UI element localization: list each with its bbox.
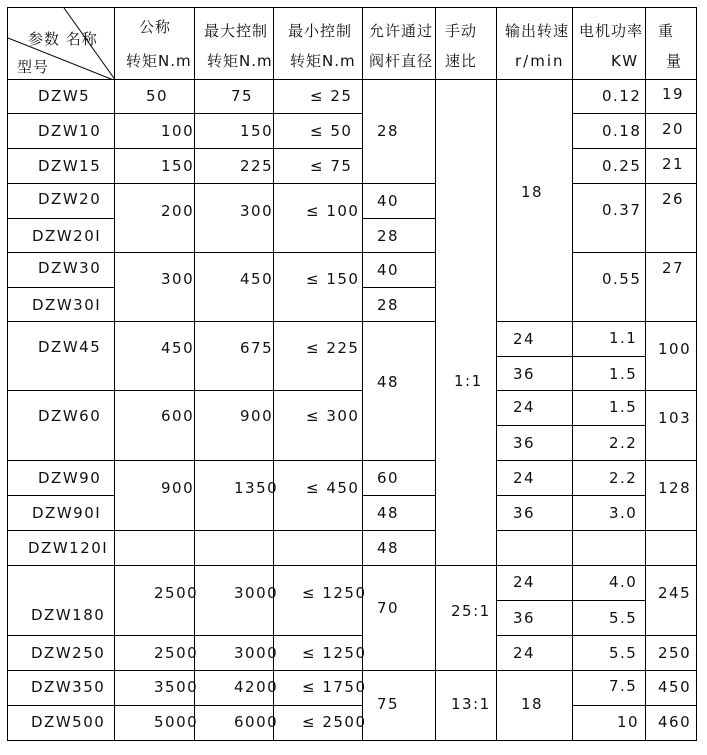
cell-value: 225 bbox=[240, 157, 274, 175]
cell-value: 最大控制 bbox=[204, 22, 269, 40]
model-cell bbox=[7, 495, 115, 531]
max-torque-cell bbox=[194, 670, 279, 706]
cell-value: DZW90I bbox=[32, 504, 102, 522]
cell-value: 1350 bbox=[234, 479, 279, 497]
min-torque-cell bbox=[273, 530, 363, 566]
output-speed-cell bbox=[496, 356, 573, 391]
weight-cell bbox=[645, 113, 697, 149]
cell-value: 20 bbox=[662, 120, 685, 138]
cell-value: 0.25 bbox=[602, 157, 642, 175]
motor-power-cell bbox=[572, 79, 646, 114]
min-torque-cell bbox=[273, 113, 363, 149]
cell-value: 900 bbox=[240, 407, 274, 425]
cell-value: ≤ 1750 bbox=[302, 678, 367, 696]
header-min-torque bbox=[273, 7, 363, 80]
cell-value: DZW30 bbox=[38, 259, 102, 277]
cell-value: DZW250 bbox=[31, 644, 106, 662]
cell-value: 7.5 bbox=[609, 677, 638, 695]
nominal-torque-cell bbox=[114, 79, 195, 114]
max-torque-cell bbox=[194, 113, 274, 149]
cell-value: 5.5 bbox=[609, 609, 638, 627]
model-cell bbox=[7, 252, 115, 288]
cell-value: 18 bbox=[521, 183, 544, 201]
min-torque-cell bbox=[273, 635, 367, 671]
cell-value: ≤ 100 bbox=[306, 202, 360, 220]
cell-value: DZW180 bbox=[31, 606, 106, 624]
actuator-spec-table bbox=[8, 8, 697, 741]
header-model-label: 型号 bbox=[17, 58, 50, 76]
max-torque-cell bbox=[194, 321, 274, 391]
output-speed-cell bbox=[496, 600, 573, 636]
header-nominal-torque bbox=[114, 7, 195, 80]
cell-value: 103 bbox=[658, 409, 692, 427]
motor-power-cell bbox=[572, 530, 646, 566]
min-torque-cell bbox=[273, 321, 363, 391]
cell-value: 100 bbox=[161, 122, 195, 140]
output-speed-cell bbox=[496, 321, 573, 357]
manual-ratio-cell bbox=[435, 79, 497, 566]
cell-value: 75 bbox=[231, 87, 254, 105]
min-torque-cell bbox=[273, 460, 363, 531]
cell-value: 公称 bbox=[139, 18, 172, 36]
cell-value: 128 bbox=[658, 479, 692, 497]
cell-value: 3000 bbox=[234, 584, 279, 602]
cell-value: 电机功率 bbox=[579, 22, 644, 40]
header-param-name-label: 参数 名称 bbox=[28, 30, 98, 48]
max-torque-cell bbox=[194, 252, 274, 322]
nominal-torque-cell bbox=[114, 148, 195, 184]
cell-value: 2500 bbox=[154, 584, 199, 602]
manual-ratio-cell bbox=[435, 670, 497, 741]
cell-value: 24 bbox=[513, 644, 536, 662]
cell-value: 转矩N.m bbox=[126, 52, 192, 70]
cell-value: 24 bbox=[513, 469, 536, 487]
motor-power-cell bbox=[572, 460, 646, 496]
header-corner-cell bbox=[7, 7, 115, 80]
cell-value: 3.0 bbox=[609, 504, 638, 522]
cell-value: 600 bbox=[161, 407, 195, 425]
cell-value: 1:1 bbox=[454, 372, 483, 390]
cell-value: 量 bbox=[666, 52, 683, 70]
cell-value: 450 bbox=[658, 678, 692, 696]
output-speed-cell bbox=[496, 530, 573, 566]
max-torque-cell bbox=[194, 460, 279, 531]
cell-value: 150 bbox=[161, 157, 195, 175]
cell-value: 100 bbox=[658, 340, 692, 358]
header-output-speed bbox=[496, 7, 573, 80]
stem-diameter-cell bbox=[362, 252, 436, 288]
weight-cell bbox=[645, 460, 697, 531]
cell-value: 300 bbox=[240, 202, 274, 220]
cell-value: DZW5 bbox=[38, 87, 91, 105]
cell-value: 重 bbox=[658, 22, 675, 40]
motor-power-cell bbox=[572, 565, 646, 601]
weight-cell bbox=[645, 148, 697, 184]
output-speed-cell bbox=[496, 79, 573, 322]
stem-diameter-cell bbox=[362, 218, 436, 253]
cell-value: 10 bbox=[617, 713, 640, 731]
output-speed-cell bbox=[496, 670, 573, 741]
nominal-torque-cell bbox=[114, 670, 199, 706]
cell-value: 2.2 bbox=[609, 469, 638, 487]
cell-value: 36 bbox=[513, 365, 536, 383]
cell-value: 允许通过 bbox=[369, 22, 434, 40]
cell-value: 转矩N.m bbox=[207, 52, 273, 70]
cell-value: 转矩N.m bbox=[290, 52, 356, 70]
cell-value: 40 bbox=[377, 192, 400, 210]
motor-power-cell bbox=[572, 321, 646, 357]
weight-cell bbox=[645, 321, 697, 391]
header-stem-diameter bbox=[362, 7, 436, 80]
model-cell bbox=[7, 390, 115, 461]
model-cell bbox=[7, 565, 115, 636]
cell-value: 21 bbox=[662, 155, 685, 173]
output-speed-cell bbox=[496, 390, 573, 426]
header-max-torque bbox=[194, 7, 274, 80]
motor-power-cell bbox=[572, 148, 646, 184]
output-speed-cell bbox=[496, 635, 573, 671]
model-cell bbox=[7, 670, 115, 706]
nominal-torque-cell bbox=[114, 460, 195, 531]
cell-value: 48 bbox=[377, 373, 400, 391]
motor-power-cell bbox=[572, 495, 646, 531]
min-torque-cell bbox=[273, 565, 367, 636]
cell-value: ≤ 2500 bbox=[302, 713, 367, 731]
stem-diameter-cell bbox=[362, 460, 436, 496]
cell-value: DZW20 bbox=[38, 190, 102, 208]
weight-cell bbox=[645, 705, 697, 741]
max-torque-cell bbox=[194, 79, 274, 114]
model-cell bbox=[7, 460, 115, 496]
output-speed-cell bbox=[496, 460, 573, 496]
weight-cell bbox=[645, 565, 697, 636]
cell-value: 460 bbox=[658, 713, 692, 731]
cell-value: 50 bbox=[146, 87, 169, 105]
motor-power-cell bbox=[572, 705, 646, 741]
cell-value: 24 bbox=[513, 573, 536, 591]
cell-value: 40 bbox=[377, 261, 400, 279]
motor-power-cell bbox=[572, 635, 646, 671]
header-weight bbox=[645, 7, 697, 80]
cell-value: DZW120I bbox=[28, 539, 109, 557]
cell-value: 阀杆直径 bbox=[369, 52, 434, 70]
cell-value: 450 bbox=[240, 270, 274, 288]
max-torque-cell bbox=[194, 148, 274, 184]
cell-value: 48 bbox=[377, 504, 400, 522]
cell-value: 0.37 bbox=[602, 201, 642, 219]
model-cell bbox=[7, 183, 115, 219]
cell-value: ≤ 75 bbox=[310, 157, 353, 175]
min-torque-cell bbox=[273, 390, 363, 461]
cell-value: 0.55 bbox=[602, 270, 642, 288]
max-torque-cell bbox=[194, 565, 279, 636]
cell-value: DZW90 bbox=[38, 469, 102, 487]
min-torque-cell bbox=[273, 148, 363, 184]
model-cell bbox=[7, 218, 115, 253]
cell-value: ≤ 150 bbox=[306, 270, 360, 288]
cell-value: 5000 bbox=[154, 713, 199, 731]
model-cell bbox=[7, 287, 115, 322]
cell-value: 0.18 bbox=[602, 122, 642, 140]
stem-diameter-cell bbox=[362, 287, 436, 322]
motor-power-cell bbox=[572, 670, 646, 706]
min-torque-cell bbox=[273, 183, 363, 253]
motor-power-cell bbox=[572, 390, 646, 426]
cell-value: DZW30I bbox=[32, 296, 102, 314]
cell-value: 675 bbox=[240, 339, 274, 357]
cell-value: r/min bbox=[515, 52, 565, 70]
cell-value: DZW20I bbox=[32, 227, 102, 245]
motor-power-cell bbox=[572, 356, 646, 391]
cell-value: 900 bbox=[161, 479, 195, 497]
stem-diameter-cell bbox=[362, 79, 436, 184]
nominal-torque-cell bbox=[114, 183, 195, 253]
cell-value: 手动 bbox=[445, 22, 478, 40]
cell-value: 输出转速 bbox=[505, 22, 570, 40]
max-torque-cell bbox=[194, 530, 274, 566]
weight-cell bbox=[645, 530, 697, 566]
cell-value: 300 bbox=[161, 270, 195, 288]
cell-value: 19 bbox=[662, 85, 685, 103]
cell-value: 6000 bbox=[234, 713, 279, 731]
cell-value: 5.5 bbox=[609, 644, 638, 662]
cell-value: 2.2 bbox=[609, 434, 638, 452]
weight-cell bbox=[645, 635, 697, 671]
model-cell bbox=[7, 148, 115, 184]
motor-power-cell bbox=[572, 183, 646, 253]
cell-value: DZW60 bbox=[38, 407, 102, 425]
cell-value: 250 bbox=[658, 644, 692, 662]
cell-value: 60 bbox=[377, 469, 400, 487]
max-torque-cell bbox=[194, 390, 274, 461]
cell-value: ≤ 50 bbox=[310, 122, 353, 140]
model-cell bbox=[7, 705, 115, 741]
stem-diameter-cell bbox=[362, 670, 436, 741]
cell-value: ≤ 1250 bbox=[302, 644, 367, 662]
stem-diameter-cell bbox=[362, 530, 436, 566]
cell-value: DZW15 bbox=[38, 157, 102, 175]
cell-value: 4200 bbox=[234, 678, 279, 696]
min-torque-cell bbox=[273, 252, 363, 322]
cell-value: 1.1 bbox=[609, 329, 638, 347]
nominal-torque-cell bbox=[114, 530, 195, 566]
cell-value: 200 bbox=[161, 202, 195, 220]
cell-value: 70 bbox=[377, 599, 400, 617]
motor-power-cell bbox=[572, 425, 646, 461]
cell-value: 1.5 bbox=[609, 365, 638, 383]
motor-power-cell bbox=[572, 113, 646, 149]
nominal-torque-cell bbox=[114, 113, 195, 149]
cell-value: 36 bbox=[513, 434, 536, 452]
max-torque-cell bbox=[194, 705, 279, 741]
model-cell bbox=[7, 321, 115, 391]
output-speed-cell bbox=[496, 565, 573, 601]
min-torque-cell bbox=[273, 705, 367, 741]
min-torque-cell bbox=[273, 670, 367, 706]
weight-cell bbox=[645, 79, 697, 114]
model-cell bbox=[7, 530, 115, 566]
stem-diameter-cell bbox=[362, 183, 436, 219]
nominal-torque-cell bbox=[114, 390, 195, 461]
cell-value: 25:1 bbox=[451, 602, 491, 620]
cell-value: 28 bbox=[377, 122, 400, 140]
weight-cell bbox=[645, 183, 697, 253]
cell-value: 150 bbox=[240, 122, 274, 140]
cell-value: 速比 bbox=[445, 52, 478, 70]
cell-value: ≤ 25 bbox=[310, 87, 353, 105]
cell-value: 36 bbox=[513, 609, 536, 627]
stem-diameter-cell bbox=[362, 565, 436, 671]
cell-value: ≤ 225 bbox=[306, 339, 360, 357]
cell-value: 36 bbox=[513, 504, 536, 522]
cell-value: KW bbox=[611, 52, 640, 70]
motor-power-cell bbox=[572, 600, 646, 636]
cell-value: ≤ 450 bbox=[306, 479, 360, 497]
cell-value: 3500 bbox=[154, 678, 199, 696]
nominal-torque-cell bbox=[114, 252, 195, 322]
cell-value: DZW10 bbox=[38, 122, 102, 140]
cell-value: DZW45 bbox=[38, 338, 102, 356]
header-manual-ratio bbox=[435, 7, 497, 80]
cell-value: 245 bbox=[658, 584, 692, 602]
cell-value: 27 bbox=[662, 259, 685, 277]
model-cell bbox=[7, 79, 115, 114]
header-motor-power bbox=[572, 7, 646, 80]
nominal-torque-cell bbox=[114, 321, 195, 391]
nominal-torque-cell bbox=[114, 565, 199, 636]
cell-value: 75 bbox=[377, 695, 400, 713]
manual-ratio-cell bbox=[435, 565, 497, 671]
cell-value: 1.5 bbox=[609, 398, 638, 416]
cell-value: ≤ 1250 bbox=[302, 584, 367, 602]
cell-value: 3000 bbox=[234, 644, 279, 662]
weight-cell bbox=[645, 390, 697, 461]
cell-value: 24 bbox=[513, 330, 536, 348]
cell-value: 2500 bbox=[154, 644, 199, 662]
motor-power-cell bbox=[572, 252, 646, 322]
cell-value: 24 bbox=[513, 398, 536, 416]
cell-value: 450 bbox=[161, 339, 195, 357]
max-torque-cell bbox=[194, 183, 274, 253]
output-speed-cell bbox=[496, 425, 573, 461]
cell-value: DZW500 bbox=[31, 713, 106, 731]
cell-value: 13:1 bbox=[451, 695, 491, 713]
cell-value: 18 bbox=[521, 695, 544, 713]
weight-cell bbox=[645, 670, 697, 706]
model-cell bbox=[7, 635, 115, 671]
nominal-torque-cell bbox=[114, 705, 199, 741]
nominal-torque-cell bbox=[114, 635, 199, 671]
cell-value: 28 bbox=[377, 296, 400, 314]
cell-value: 26 bbox=[662, 190, 685, 208]
cell-value: DZW350 bbox=[31, 678, 106, 696]
max-torque-cell bbox=[194, 635, 279, 671]
stem-diameter-cell bbox=[362, 495, 436, 531]
cell-value: 28 bbox=[377, 227, 400, 245]
min-torque-cell bbox=[273, 79, 363, 114]
cell-value: 4.0 bbox=[609, 573, 638, 591]
cell-value: 48 bbox=[377, 539, 400, 557]
cell-value: 0.12 bbox=[602, 87, 642, 105]
model-cell bbox=[7, 113, 115, 149]
cell-value: 最小控制 bbox=[288, 22, 353, 40]
stem-diameter-cell bbox=[362, 321, 436, 461]
output-speed-cell bbox=[496, 495, 573, 531]
cell-value: ≤ 300 bbox=[306, 407, 360, 425]
weight-cell bbox=[645, 252, 697, 322]
